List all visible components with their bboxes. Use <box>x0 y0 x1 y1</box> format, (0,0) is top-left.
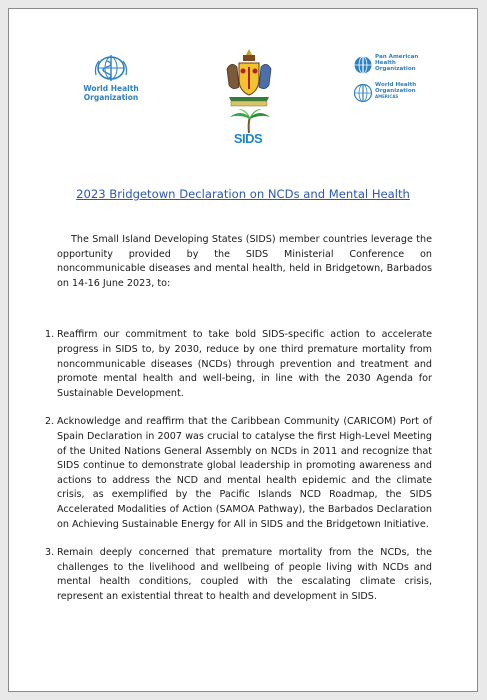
paho-who-region: AMERICAS <box>375 94 399 100</box>
who-small-emblem-icon <box>353 83 373 103</box>
palm-tree-icon <box>222 109 276 133</box>
list-item <box>45 415 432 532</box>
who-logo <box>81 53 141 108</box>
list-item <box>45 328 432 401</box>
barbados-coat-of-arms-icon <box>221 47 277 109</box>
sids-logo-subtext <box>230 146 268 149</box>
paho-emblem-icon <box>353 55 373 75</box>
list-item-text: Remain deeply concerned that premature mortality from the NCDs, the challenges to the livelihood and wellbeing of people living with NCDs and mental health conditions, coupled with the escalating climate crisis, represent an existential threat to health and development in SIDS. <box>57 547 432 602</box>
document-page <box>8 8 478 692</box>
list-item <box>45 546 432 604</box>
list-item-text: Acknowledge and reaffirm that the Caribbean Community (CARICOM) Port of Spain Declaration in 2007 was crucial to catalyse the first High-Level Meeting of the United Nations General Assembly on NCDs in 2011 and recognize that SIDS continue to demonstrate global leadership in promoting awareness and actions to address the NCD and mental health epidemic and the climate crisis, as exemplified by the Pacific Islands NCD Roadmap, the SIDS Accelerated Modalities of Action (SAMOA Pathway), the Barbados Declaration on Achieving Sustainable Energy for All in SIDS and the Bridgetown Initiative. <box>57 416 432 530</box>
intro-paragraph: The Small Island Developing States (SIDS) member countries leverage the opportunity provided by the SIDS Ministerial Conference on noncommunicable diseases and mental health, held in Bridgetown, Barbados on 14-16 June 2023, to: <box>57 234 432 289</box>
paho-line-1: Pan American <box>375 54 419 60</box>
paho-who-line-1: World Health <box>375 82 417 88</box>
document-body <box>45 233 432 604</box>
page-title: 2023 Bridgetown Declaration on NCDs and Mental Health <box>76 187 410 201</box>
list-item-number: 3. <box>45 547 55 559</box>
who-logo-line-2: Organization <box>83 92 139 102</box>
who-emblem-icon <box>93 53 129 85</box>
who-logo-line-1: World Health <box>83 84 139 93</box>
declaration-list <box>45 328 432 604</box>
sids-logo-word: SIDS <box>233 131 263 146</box>
paho-who-line-2: Organization <box>375 88 416 95</box>
sids-logo <box>222 109 276 161</box>
paho-who-logo <box>353 53 427 111</box>
paho-line-2: Health <box>375 60 396 67</box>
list-item-number: 2. <box>45 416 55 428</box>
paho-line-3: Organization <box>375 66 416 73</box>
list-item-text: Reaffirm our commitment to take bold SIDS-specific action to accelerate progress in SIDS to, by 2030, reduce by one third premature mortality from noncommunicable diseases (NCDs) through prevention and treatment and promote mental health and well-being, in line with the 2030 Agenda for Sustainable Development. <box>57 329 432 399</box>
list-item-number: 1. <box>45 329 55 341</box>
